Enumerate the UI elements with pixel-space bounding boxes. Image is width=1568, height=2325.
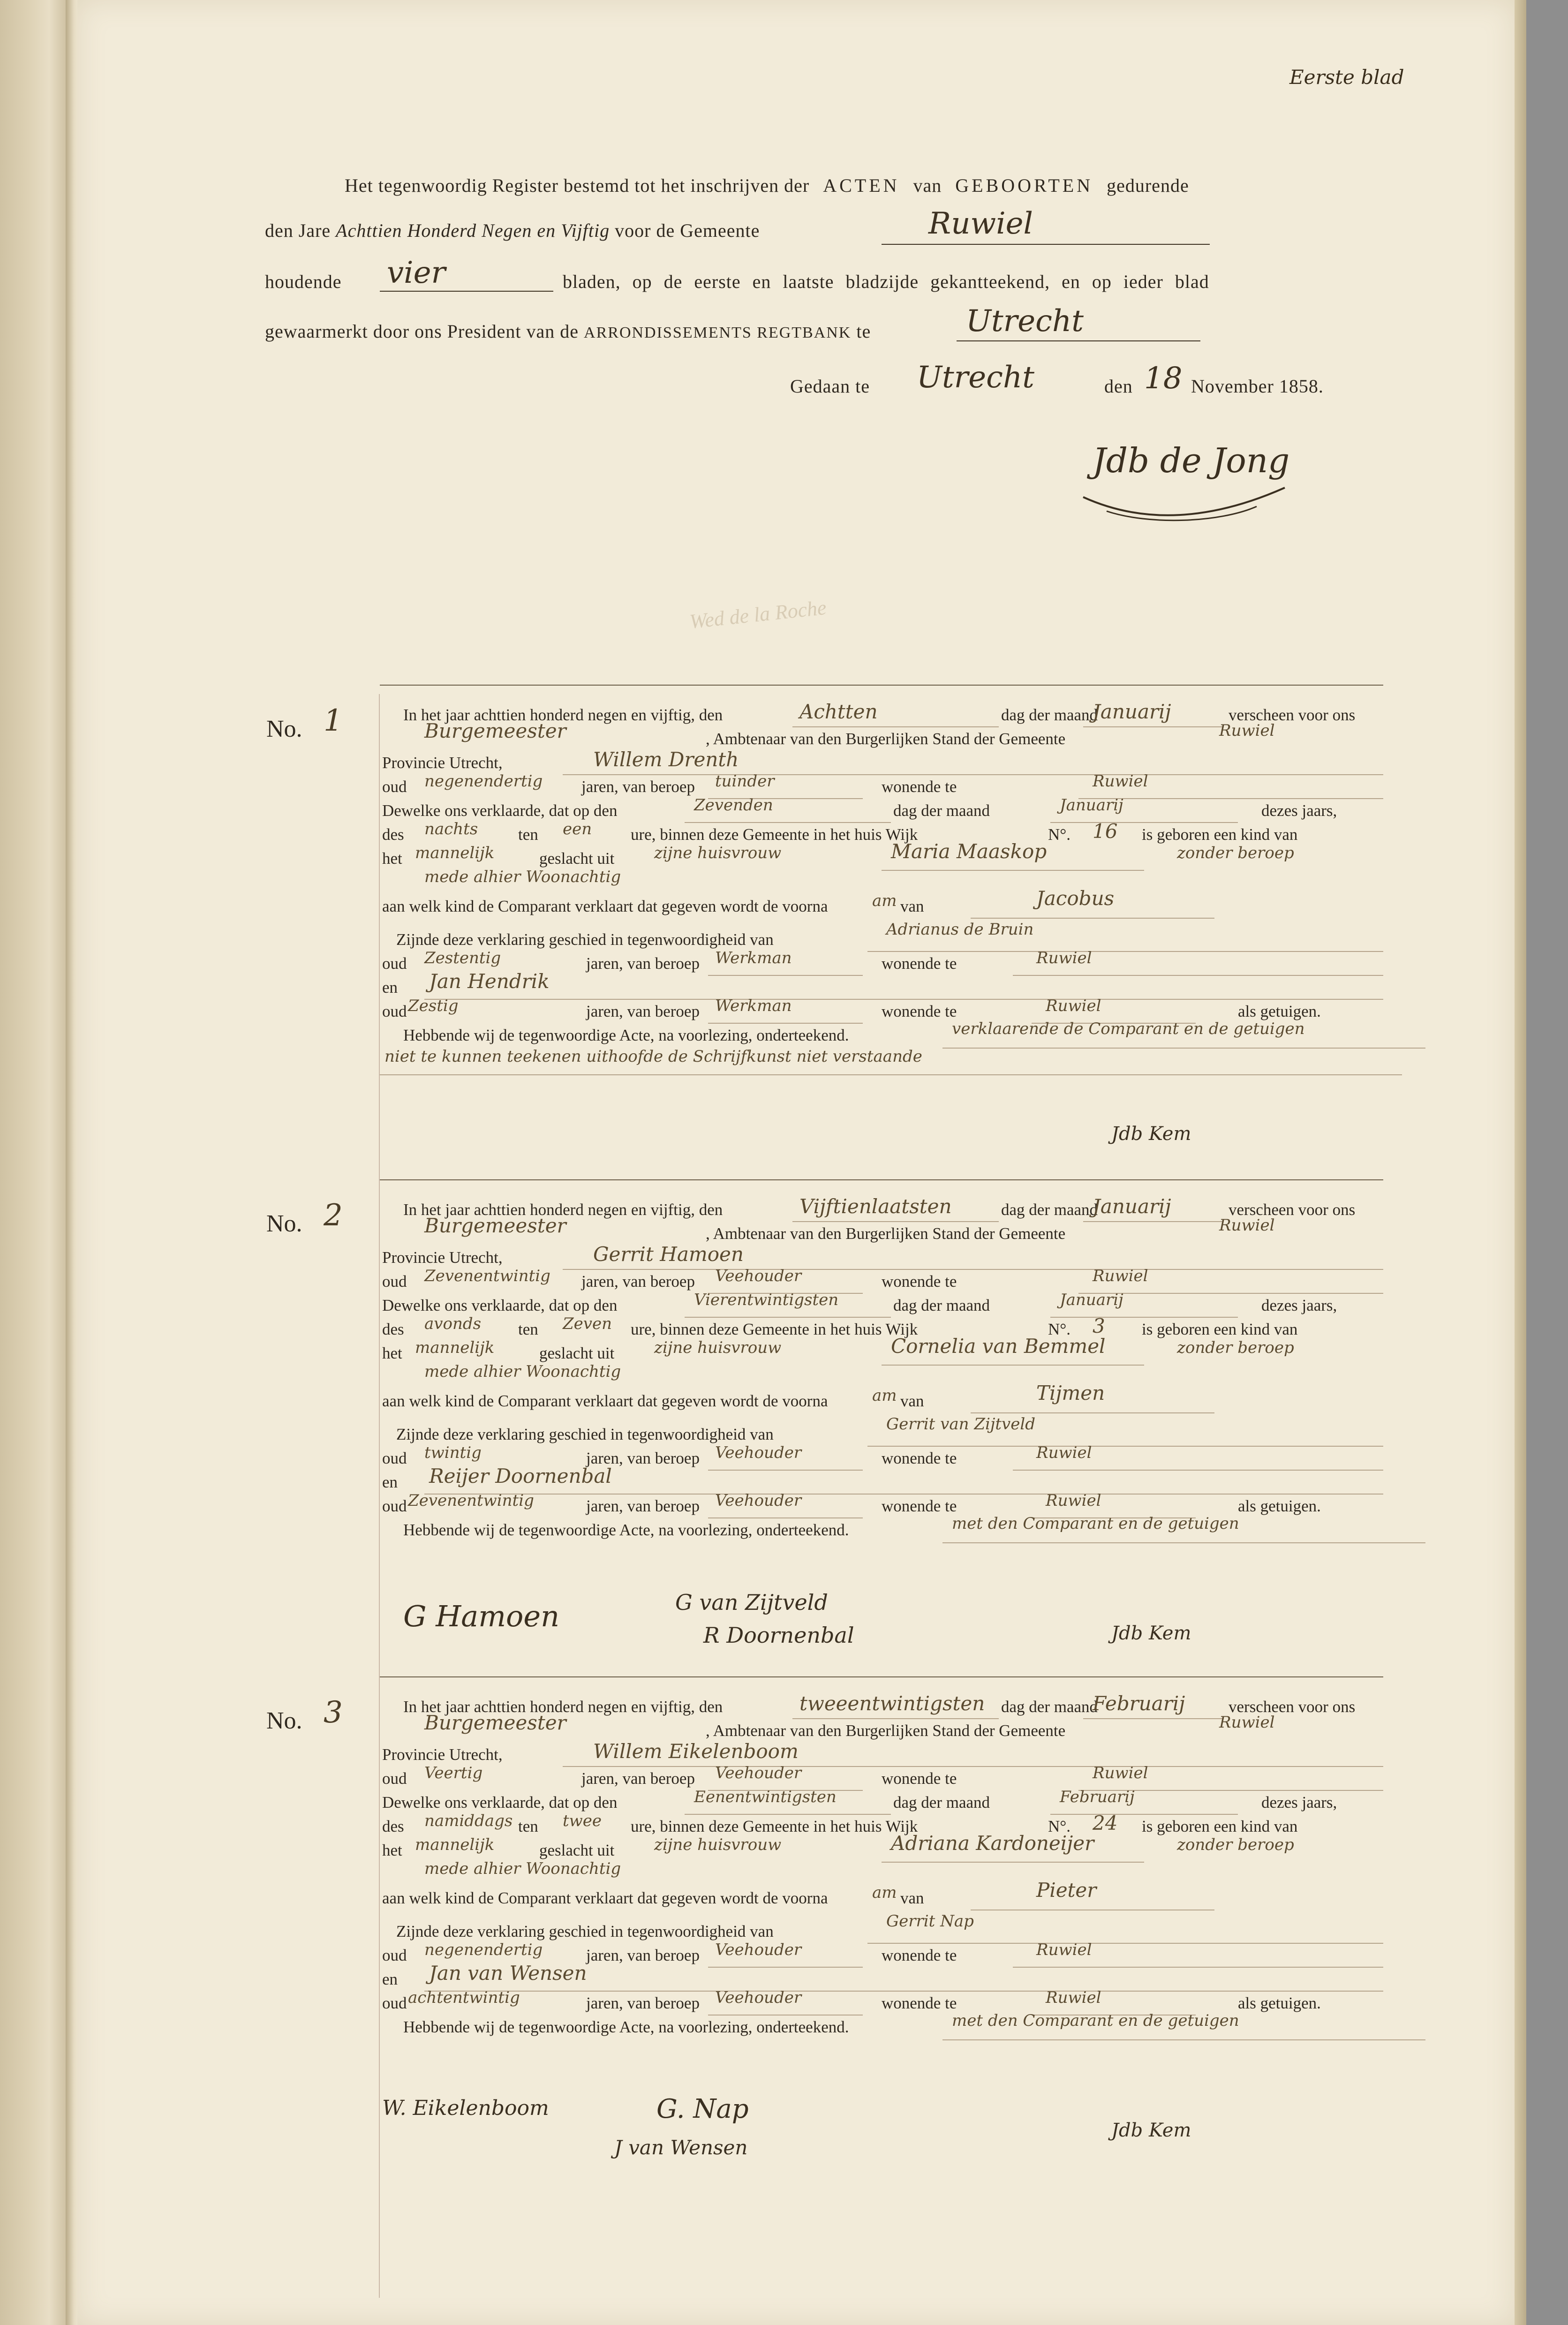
official-signature: Jdb Kem [1111,1623,1191,1644]
entry-witness1: Gerrit van Zijtveld [886,1415,1035,1434]
des-label: des [382,825,404,844]
entry-child: Tijmen [1036,1381,1105,1404]
gedurende-label: gedurende [1107,175,1189,196]
entry-witness1-wonende: Ruwiel [1036,1443,1092,1462]
gedaan-label: Gedaan te [790,376,870,397]
wonende-label: wonende te [882,1769,957,1788]
w1-beroep-label: jaren, van beroep [586,1946,700,1964]
gemeente-line [882,244,1210,245]
entry-birth-month: Januarij [1060,796,1123,815]
entry-parents: zijne huisvrouw [654,844,782,862]
entry-witness2-age: Zestig [408,996,459,1015]
entry-witness2-age: Zevenentwintig [408,1491,534,1510]
wonende-label: wonende te [882,1272,957,1291]
entry-wijk-nr: 24 [1093,1812,1118,1834]
witness2-line [424,999,1383,1000]
entry-parents: zijne huisvrouw [654,1338,782,1357]
entry-beroep: Veehouder [715,1267,802,1285]
entry-witness1: Gerrit Nap [886,1912,974,1931]
entry-des: avonds [424,1314,482,1333]
bladen-handwritten: vier [387,256,446,290]
bladen-line [380,291,553,292]
entry-witness2: Jan Hendrik [429,970,550,993]
entry-birth-day: Eenentwintigsten [694,1788,837,1806]
entry-mother: Maria Maaskop [891,840,1047,863]
entry-top-rule [380,1179,1383,1180]
w2-beroep-label: jaren, van beroep [586,1994,700,2012]
entry-beroep-mother: zonder beroep [1177,844,1294,862]
closing2-line [380,1074,1402,1075]
entry-witness1-age: Zestentig [424,949,501,967]
entry-wijk-nr: 16 [1093,820,1118,843]
birth-day-line [685,1814,891,1815]
entry-margin-line [379,694,380,2298]
entry-day: tweeentwintigsten [799,1692,985,1715]
month-line [1083,726,1224,727]
geboren-label: is geboren een kind van [1142,1320,1298,1338]
official-signature: Jdb Kem [1111,1123,1191,1145]
entry-number: 1 [324,703,343,738]
aan-welk-label: aan welk kind de Comparant verklaart dat gegeven wordt de voorna [382,897,828,915]
date-suffix: November 1858. [1191,376,1324,397]
w1-oud-label: oud [382,954,407,973]
right-page-edge [1515,0,1526,2325]
paper-sheet [77,0,1515,2325]
ure-label: ure, binnen deze Gemeente in het huis Wijk [631,1320,918,1338]
w1-wonende-line [1013,1470,1383,1471]
birth-month-line [1050,822,1238,823]
entry-voornaam-suffix: am [872,1386,897,1405]
comparant-line [563,1766,1383,1767]
mother-line [882,1862,1144,1863]
entry-witness2-age: achtentwintig [408,1988,520,2007]
acten-label: ACTEN [823,175,900,196]
child-line [971,1412,1214,1413]
birth-day-line [685,1317,891,1318]
w1-beroep-line [708,975,863,976]
entry-sex: mannelijk [415,1835,495,1854]
w1-beroep-line [708,1470,863,1471]
birth-month-line [1050,1814,1238,1815]
provincie-label: Provincie Utrecht, [382,1745,503,1764]
en-label: en [382,1473,398,1491]
comparant-signature: W. Eikelenboom [382,2096,549,2120]
entry-witness2-wonende: Ruwiel [1046,1491,1101,1510]
place-handwritten: Utrecht [966,304,1084,339]
entry-comparant: Willem Eikelenboom [593,1740,799,1763]
entry-wonende: Ruwiel [1093,1764,1148,1782]
aan-welk-label: aan welk kind de Comparant verklaart dat gegeven wordt de voorna [382,1889,828,1907]
president-signature-flourish [1078,478,1289,530]
header-line4 [265,320,871,342]
gemeente-handwritten: Ruwiel [928,206,1033,241]
ten-label: ten [518,1320,538,1338]
entry-witness1-age: negenendertig [424,1940,543,1959]
w2-wonende-label: wonende te [882,1497,957,1515]
entry-witness1-beroep: Werkman [715,949,792,967]
entry-witness1-age: twintig [424,1443,482,1462]
oud-label: oud [382,1769,407,1788]
line2-prefix: den Jare [265,220,331,241]
place-line [957,340,1200,341]
entry-beroep: tuinder [715,772,775,791]
van-label: van [900,1392,924,1410]
w1-wonende-line [1013,1967,1383,1968]
official-signature: Jdb Kem [1111,2120,1191,2141]
day-handwritten: 18 [1144,361,1183,396]
entry-gemeente: Ruwiel [1219,1713,1275,1732]
dezes-label: dezes jaars, [1261,801,1337,820]
entry-closing2: niet te kunnen teekenen uithoofde de Schrijfkunst niet verstaande [384,1047,922,1066]
verscheen-label: verscheen voor ons [1229,1200,1356,1219]
entry-beroep-mother: zonder beroep [1177,1338,1294,1357]
entry-mother: Adriana Kardoneijer [891,1832,1094,1855]
entry-no-label: No. [266,1210,302,1237]
entry-month: Januarij [1093,700,1171,723]
birth-day-line [685,822,891,823]
entry-top-rule [380,685,1383,686]
w2-wonende-label: wonende te [882,1002,957,1020]
regtbank-label: ARRONDISSEMENTS REGTBANK [584,324,852,341]
entry-ten: Zeven [563,1314,612,1333]
month-label: dag der maand [1001,1698,1098,1716]
geslacht-label: geslacht uit [539,1841,615,1859]
geslacht-label: geslacht uit [539,1344,615,1362]
entry-residence: mede alhier Woonachtig [424,868,621,886]
mother-line [882,870,1144,871]
comparant-line [563,1269,1383,1270]
entry-age: Veertig [424,1764,483,1782]
intro-text: In het jaar achttien honderd negen en vijftig, den [403,1200,723,1219]
w1-wonende-label: wonende te [882,1946,957,1964]
day-line [792,1221,999,1222]
van-label: van [900,897,924,915]
entry-closing: verklaarende de Comparant en de getuigen [952,1019,1305,1038]
entry-des: namiddags [424,1812,513,1830]
header-line1-text: Het tegenwoordig Register bestemd tot het inschrijven der [345,175,810,196]
header-line3-prefix: houdende [265,271,342,292]
dezes-label: dezes jaars, [1261,1793,1337,1812]
verscheen-label: verscheen voor ons [1229,706,1356,724]
entry-parents: zijne huisvrouw [654,1835,782,1854]
beroep-label: jaren, van beroep [581,1272,695,1291]
en-label: en [382,978,398,996]
closing-line [942,1542,1425,1543]
entry-witness1-beroep: Veehouder [715,1940,802,1959]
w1-oud-label: oud [382,1449,407,1467]
witness1-line [867,951,1383,952]
child-line [971,918,1214,919]
dewelke-label: Dewelke ons verklaarde, dat op den [382,1793,618,1812]
entry-witness2-beroep: Werkman [715,996,792,1015]
van-label: van [900,1889,924,1907]
day-line [792,726,999,727]
beroep-label: jaren, van beroep [581,1769,695,1788]
entry-birth-month: Januarij [1060,1291,1123,1309]
president-signature: Jdb de Jong [1093,441,1290,480]
entry-number: 2 [324,1198,343,1233]
entry-closing: met den Comparant en de getuigen [952,2011,1239,2030]
entry-residence: mede alhier Woonachtig [424,1859,621,1878]
entry-age: Zevenentwintig [424,1267,550,1285]
als-getuigen-label: als getuigen. [1238,1002,1321,1020]
witness1-signature: G van Zijtveld [675,1590,828,1615]
entry-top-rule [380,1676,1383,1677]
w2-oud-label: oud [382,1497,407,1515]
entry-voornaam-suffix: am [872,891,897,910]
entry-wijk-nr: 3 [1093,1314,1105,1337]
entry-comparant: Gerrit Hamoen [593,1243,744,1266]
entry-birth-month: Februarij [1060,1788,1135,1806]
month-line [1083,1718,1224,1719]
witness2-signature: R Doornenbal [703,1623,854,1648]
entry-gemeente: Ruwiel [1219,721,1275,740]
entry-mother: Cornelia van Bemmel [891,1335,1106,1358]
left-page-edge [0,0,70,2325]
entry-witness2: Jan van Wensen [429,1962,587,1985]
ambtenaar-label: , Ambtenaar van den Burgerlijken Stand der Gemeente [706,1721,1066,1740]
oud-label: oud [382,1272,407,1291]
month-line [1083,1221,1224,1222]
entry-sex: mannelijk [415,844,495,862]
entry-witness1-wonende: Ruwiel [1036,1940,1092,1959]
closing-line [942,1048,1425,1049]
en-label: en [382,1970,398,1988]
witness2-signature: J van Wensen [614,2136,748,2159]
nr-label: N°. [1048,825,1071,844]
ambtenaar-label: , Ambtenaar van den Burgerlijken Stand der Gemeente [706,1224,1066,1243]
mother-line [882,1365,1144,1366]
ure-label: ure, binnen deze Gemeente in het huis Wijk [631,825,918,844]
het-label: het [382,1344,402,1362]
geboren-label: is geboren een kind van [1142,1817,1298,1835]
w2-oud-label: oud [382,1002,407,1020]
w1-wonende-label: wonende te [882,954,957,973]
entry-witness2-beroep: Veehouder [715,1988,802,2007]
closing-line [942,2039,1425,2040]
w1-beroep-line [708,1967,863,1968]
van-label: van [913,175,942,196]
entry-comparant: Willem Drenth [593,748,739,771]
witness2-line [424,1991,1383,1992]
intro-text: In het jaar achttien honderd negen en vijftig, den [403,1698,723,1716]
wonende-line [1078,798,1383,799]
geboren-label: is geboren een kind van [1142,825,1298,844]
ten-label: ten [518,1817,538,1835]
wonende-line [1078,1293,1383,1294]
des-label: des [382,1320,404,1338]
witness2-line [424,1494,1383,1495]
ure-label: ure, binnen deze Gemeente in het huis Wijk [631,1817,918,1835]
entry-beroep: Veehouder [715,1764,802,1782]
entry-wonende: Ruwiel [1093,772,1148,791]
ten-label: ten [518,825,538,844]
entry-witness1: Adrianus de Bruin [886,920,1034,939]
w2-beroep-label: jaren, van beroep [586,1497,700,1515]
entry-witness2: Reijer Doornenbal [429,1464,612,1487]
entry-beroep-mother: zonder beroep [1177,1835,1294,1854]
month-label: dag der maand [1001,1200,1098,1219]
birth-month-label: dag der maand [893,1793,990,1812]
entry-month: Februarij [1093,1692,1185,1715]
witness1-signature: G. Nap [656,2094,749,2124]
entry-age: negenendertig [424,772,543,791]
intro-text: In het jaar achttien honderd negen en vijftig, den [403,706,723,724]
zijnde-label: Zijnde deze verklaring geschied in tegenwoordigheid van [396,1425,774,1443]
entry-official: Burgemeester [424,719,566,742]
w1-beroep-label: jaren, van beroep [586,954,700,973]
w2-beroep-line [708,1023,863,1024]
aan-welk-label: aan welk kind de Comparant verklaart dat gegeven wordt de voorna [382,1392,828,1410]
hebbende-label: Hebbende wij de tegenwoordige Acte, na voorlezing, onderteekend. [403,1026,849,1044]
geslacht-label: geslacht uit [539,849,615,868]
beroep-label: jaren, van beroep [581,778,695,796]
entry-closing: met den Comparant en de getuigen [952,1514,1239,1533]
w2-oud-label: oud [382,1994,407,2012]
zijnde-label: Zijnde deze verklaring geschied in tegenwoordigheid van [396,1922,774,1940]
als-getuigen-label: als getuigen. [1238,1994,1321,2012]
entry-voornaam-suffix: am [872,1883,897,1902]
entry-residence: mede alhier Woonachtig [424,1362,621,1381]
entry-number: 3 [324,1695,343,1730]
entry-sex: mannelijk [415,1338,495,1357]
comparant-line [563,774,1383,775]
entry-birth-day: Vierentwintigsten [694,1291,839,1309]
w2-beroep-line [708,2015,863,2016]
entry-witness2-wonende: Ruwiel [1046,1988,1101,2007]
entry-birth-day: Zevenden [694,796,773,815]
dewelke-label: Dewelke ons verklaarde, dat op den [382,801,618,820]
geboorten-label: GEBOORTEN [955,175,1093,196]
month-label: dag der maand [1001,706,1098,724]
te-label: te [856,321,871,342]
hebbende-label: Hebbende wij de tegenwoordige Acte, na voorlezing, onderteekend. [403,1521,849,1539]
w2-beroep-line [708,1517,863,1518]
witness1-line [867,1943,1383,1944]
line4-prefix: gewaarmerkt door ons President van de [265,321,579,342]
entry-ten: een [563,820,592,838]
ambtenaar-label: , Ambtenaar van den Burgerlijken Stand der Gemeente [706,730,1066,748]
day-line [792,1718,999,1719]
w1-wonende-label: wonende te [882,1449,957,1467]
het-label: het [382,1841,402,1859]
entry-des: nachts [424,820,478,838]
w1-wonende-line [1013,975,1383,976]
des-label: des [382,1817,404,1835]
entry-no-label: No. [266,1707,302,1734]
entry-month: Januarij [1093,1195,1171,1218]
header-line1 [345,174,1189,196]
entry-witness2-wonende: Ruwiel [1046,996,1101,1015]
entry-no-label: No. [266,716,302,742]
entry-child: Jacobus [1036,887,1115,910]
header-line2 [265,219,760,242]
witness1-line [867,1446,1383,1447]
birth-month-label: dag der maand [893,801,990,820]
w2-wonende-label: wonende te [882,1994,957,2012]
entry-day: Vijftienlaatsten [799,1195,952,1218]
als-getuigen-label: als getuigen. [1238,1497,1321,1515]
dewelke-label: Dewelke ons verklaarde, dat op den [382,1296,618,1314]
entry-wonende: Ruwiel [1093,1267,1148,1285]
w1-beroep-label: jaren, van beroep [586,1449,700,1467]
zijnde-label: Zijnde deze verklaring geschied in tegenwoordigheid van [396,930,774,949]
provincie-label: Provincie Utrecht, [382,754,503,772]
w2-beroep-label: jaren, van beroep [586,1002,700,1020]
hebbende-label: Hebbende wij de tegenwoordige Acte, na voorlezing, onderteekend. [403,2018,849,2036]
den-label: den [1104,376,1133,397]
faint-note: Wed de la Roche [688,596,828,634]
header-line3-rest: bladen, op de eerste en laatste bladzijde gekantteekend, en op ieder blad [563,271,1209,292]
nr-label: N°. [1048,1320,1071,1338]
comparant-signature: G Hamoen [403,1599,560,1633]
entry-day: Achtten [799,700,878,723]
dezes-label: dezes jaars, [1261,1296,1337,1314]
page-label: Eerste blad [1289,66,1404,89]
w1-oud-label: oud [382,1946,407,1964]
entry-gemeente: Ruwiel [1219,1216,1275,1235]
entry-witness2-beroep: Veehouder [715,1491,802,1510]
entry-child: Pieter [1036,1879,1097,1902]
entry-witness1-beroep: Veehouder [715,1443,802,1462]
line2-mid: voor de Gemeente [615,220,760,241]
birth-month-line [1050,1317,1238,1318]
nr-label: N°. [1048,1817,1071,1835]
provincie-label: Provincie Utrecht, [382,1248,503,1267]
entry-ten: twee [563,1812,602,1830]
wonende-label: wonende te [882,778,957,796]
verscheen-label: verscheen voor ons [1229,1698,1356,1716]
entry-official: Burgemeester [424,1214,566,1237]
het-label: het [382,849,402,868]
oud-label: oud [382,778,407,796]
entry-official: Burgemeester [424,1711,566,1734]
entry-witness1-wonende: Ruwiel [1036,949,1092,967]
gedaan-place-handwritten: Utrecht [917,360,1034,395]
birth-month-label: dag der maand [893,1296,990,1314]
year-text: Achttien Honderd Negen en Vijftig [336,220,610,241]
